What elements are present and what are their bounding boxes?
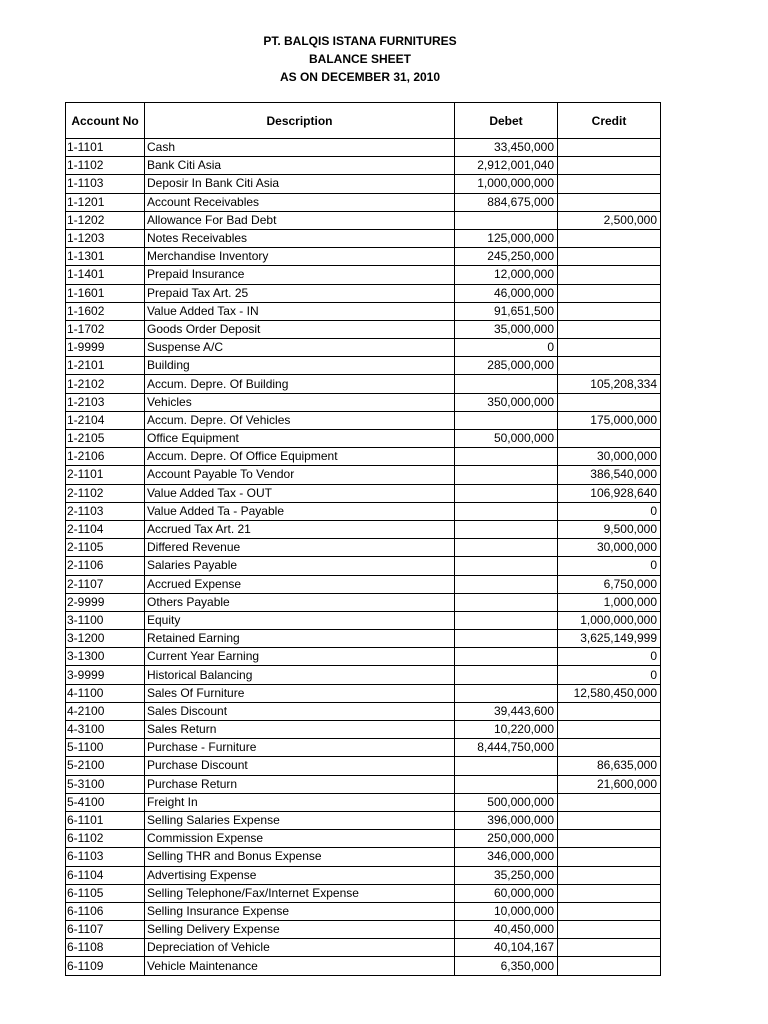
description-cell: Selling Insurance Expense bbox=[145, 902, 455, 920]
account-no-cell: 2-1106 bbox=[66, 557, 145, 575]
credit-cell: 1,000,000,000 bbox=[558, 611, 661, 629]
debet-cell bbox=[455, 539, 558, 557]
account-no-cell: 1-1601 bbox=[66, 284, 145, 302]
account-no-cell: 6-1101 bbox=[66, 811, 145, 829]
table-row bbox=[66, 630, 661, 648]
debet-cell: 346,000,000 bbox=[455, 848, 558, 866]
account-no-cell: 6-1109 bbox=[66, 957, 145, 975]
description-cell: Accum. Depre. Of Office Equipment bbox=[145, 448, 455, 466]
debet-cell bbox=[455, 411, 558, 429]
table-row bbox=[66, 284, 661, 302]
debet-cell: 40,450,000 bbox=[455, 921, 558, 939]
account-no-cell: 4-1100 bbox=[66, 684, 145, 702]
credit-cell bbox=[558, 884, 661, 902]
credit-cell bbox=[558, 139, 661, 157]
description-cell: Freight In bbox=[145, 793, 455, 811]
table-row bbox=[66, 193, 661, 211]
account-no-cell: 1-1202 bbox=[66, 211, 145, 229]
credit-cell bbox=[558, 229, 661, 247]
debet-cell: 884,675,000 bbox=[455, 193, 558, 211]
table-row bbox=[66, 648, 661, 666]
debet-cell: 91,651,500 bbox=[455, 302, 558, 320]
debet-cell: 285,000,000 bbox=[455, 357, 558, 375]
description-cell: Value Added Tax - OUT bbox=[145, 484, 455, 502]
description-cell: Prepaid Insurance bbox=[145, 266, 455, 284]
description-cell: Purchase Return bbox=[145, 775, 455, 793]
description-cell: Selling Delivery Expense bbox=[145, 921, 455, 939]
credit-cell bbox=[558, 902, 661, 920]
description-cell: Salaries Payable bbox=[145, 557, 455, 575]
description-cell: Commission Expense bbox=[145, 830, 455, 848]
credit-cell: 106,928,640 bbox=[558, 484, 661, 502]
credit-cell bbox=[558, 266, 661, 284]
credit-cell: 0 bbox=[558, 502, 661, 520]
credit-cell: 21,600,000 bbox=[558, 775, 661, 793]
debet-cell: 12,000,000 bbox=[455, 266, 558, 284]
debet-cell: 250,000,000 bbox=[455, 830, 558, 848]
debet-cell: 396,000,000 bbox=[455, 811, 558, 829]
debet-cell bbox=[455, 593, 558, 611]
table-row bbox=[66, 957, 661, 975]
description-cell: Value Added Tax - IN bbox=[145, 302, 455, 320]
credit-cell: 175,000,000 bbox=[558, 411, 661, 429]
account-no-cell: 6-1105 bbox=[66, 884, 145, 902]
debet-cell: 50,000,000 bbox=[455, 430, 558, 448]
debet-cell bbox=[455, 611, 558, 629]
table-row bbox=[66, 520, 661, 538]
account-no-cell: 1-1102 bbox=[66, 157, 145, 175]
credit-cell bbox=[558, 248, 661, 266]
table-row bbox=[66, 721, 661, 739]
table-row bbox=[66, 375, 661, 393]
account-no-cell: 2-1103 bbox=[66, 502, 145, 520]
description-cell: Suspense A/C bbox=[145, 339, 455, 357]
table-row bbox=[66, 229, 661, 247]
description-cell: Vehicle Maintenance bbox=[145, 957, 455, 975]
account-no-cell: 5-2100 bbox=[66, 757, 145, 775]
debet-cell: 125,000,000 bbox=[455, 229, 558, 247]
description-cell: Bank Citi Asia bbox=[145, 157, 455, 175]
description-cell: Retained Earning bbox=[145, 630, 455, 648]
account-no-cell: 1-2101 bbox=[66, 357, 145, 375]
credit-cell bbox=[558, 793, 661, 811]
account-no-cell: 1-2106 bbox=[66, 448, 145, 466]
credit-cell: 0 bbox=[558, 666, 661, 684]
credit-cell: 3,625,149,999 bbox=[558, 630, 661, 648]
debet-cell bbox=[455, 520, 558, 538]
credit-cell: 86,635,000 bbox=[558, 757, 661, 775]
credit-cell: 0 bbox=[558, 557, 661, 575]
account-no-cell: 1-1203 bbox=[66, 229, 145, 247]
debet-cell: 6,350,000 bbox=[455, 957, 558, 975]
description-cell: Vehicles bbox=[145, 393, 455, 411]
credit-cell bbox=[558, 339, 661, 357]
table-row bbox=[66, 484, 661, 502]
description-cell: Account Payable To Vendor bbox=[145, 466, 455, 484]
credit-cell bbox=[558, 284, 661, 302]
credit-cell bbox=[558, 939, 661, 957]
credit-cell: 105,208,334 bbox=[558, 375, 661, 393]
debet-cell: 350,000,000 bbox=[455, 393, 558, 411]
credit-cell: 386,540,000 bbox=[558, 466, 661, 484]
description-cell: Account Receivables bbox=[145, 193, 455, 211]
description-cell: Selling Salaries Expense bbox=[145, 811, 455, 829]
credit-cell: 9,500,000 bbox=[558, 520, 661, 538]
table-row bbox=[66, 320, 661, 338]
description-cell: Current Year Earning bbox=[145, 648, 455, 666]
description-cell: Merchandise Inventory bbox=[145, 248, 455, 266]
table-row bbox=[66, 539, 661, 557]
description-cell: Notes Receivables bbox=[145, 229, 455, 247]
credit-cell bbox=[558, 921, 661, 939]
table-row bbox=[66, 248, 661, 266]
credit-cell bbox=[558, 193, 661, 211]
credit-cell bbox=[558, 811, 661, 829]
debet-cell: 46,000,000 bbox=[455, 284, 558, 302]
credit-cell bbox=[558, 702, 661, 720]
description-cell: Selling THR and Bonus Expense bbox=[145, 848, 455, 866]
debet-cell: 8,444,750,000 bbox=[455, 739, 558, 757]
debet-cell bbox=[455, 448, 558, 466]
description-cell: Accum. Depre. Of Vehicles bbox=[145, 411, 455, 429]
table-row bbox=[66, 593, 661, 611]
description-cell: Office Equipment bbox=[145, 430, 455, 448]
account-no-cell: 1-1602 bbox=[66, 302, 145, 320]
debet-cell bbox=[455, 211, 558, 229]
debet-cell bbox=[455, 630, 558, 648]
account-no-cell: 6-1104 bbox=[66, 866, 145, 884]
account-no-cell: 2-1107 bbox=[66, 575, 145, 593]
table-row bbox=[66, 830, 661, 848]
account-no-cell: 1-1201 bbox=[66, 193, 145, 211]
account-no-cell: 3-9999 bbox=[66, 666, 145, 684]
company-name: PT. BALQIS ISTANA FURNITURES bbox=[263, 34, 457, 48]
description-cell: Sales Discount bbox=[145, 702, 455, 720]
table-row bbox=[66, 139, 661, 157]
description-cell: Accrued Tax Art. 21 bbox=[145, 520, 455, 538]
table-row bbox=[66, 411, 661, 429]
table-row bbox=[66, 357, 661, 375]
account-no-cell: 3-1300 bbox=[66, 648, 145, 666]
description-cell: Deposir In Bank Citi Asia bbox=[145, 175, 455, 193]
column-header-account-no: Account No bbox=[66, 103, 145, 139]
description-cell: Goods Order Deposit bbox=[145, 320, 455, 338]
table-row bbox=[66, 557, 661, 575]
table-row bbox=[66, 739, 661, 757]
credit-cell: 12,580,450,000 bbox=[558, 684, 661, 702]
debet-cell: 40,104,167 bbox=[455, 939, 558, 957]
account-no-cell: 1-9999 bbox=[66, 339, 145, 357]
account-no-cell: 2-1105 bbox=[66, 539, 145, 557]
account-no-cell: 2-1104 bbox=[66, 520, 145, 538]
debet-cell: 10,000,000 bbox=[455, 902, 558, 920]
credit-cell bbox=[558, 721, 661, 739]
credit-cell bbox=[558, 830, 661, 848]
debet-cell: 39,443,600 bbox=[455, 702, 558, 720]
account-no-cell: 2-9999 bbox=[66, 593, 145, 611]
credit-cell bbox=[558, 848, 661, 866]
report-title: BALANCE SHEET bbox=[308, 52, 411, 66]
debet-cell: 2,912,001,040 bbox=[455, 157, 558, 175]
table-row bbox=[66, 757, 661, 775]
account-no-cell: 1-1301 bbox=[66, 248, 145, 266]
description-cell: Prepaid Tax Art. 25 bbox=[145, 284, 455, 302]
table-row bbox=[66, 666, 661, 684]
table-row bbox=[66, 866, 661, 884]
account-no-cell: 6-1102 bbox=[66, 830, 145, 848]
table-row bbox=[66, 175, 661, 193]
description-cell: Historical Balancing bbox=[145, 666, 455, 684]
credit-cell: 30,000,000 bbox=[558, 539, 661, 557]
account-no-cell: 3-1100 bbox=[66, 611, 145, 629]
table-row bbox=[66, 575, 661, 593]
table-row bbox=[66, 211, 661, 229]
debet-cell: 0 bbox=[455, 339, 558, 357]
account-no-cell: 1-2102 bbox=[66, 375, 145, 393]
account-no-cell: 1-2103 bbox=[66, 393, 145, 411]
table-row bbox=[66, 793, 661, 811]
table-row bbox=[66, 684, 661, 702]
account-no-cell: 6-1108 bbox=[66, 939, 145, 957]
description-cell: Accrued Expense bbox=[145, 575, 455, 593]
debet-cell bbox=[455, 557, 558, 575]
column-header-debet: Debet bbox=[455, 103, 558, 139]
debet-cell bbox=[455, 775, 558, 793]
credit-cell: 2,500,000 bbox=[558, 211, 661, 229]
credit-cell bbox=[558, 320, 661, 338]
credit-cell: 30,000,000 bbox=[558, 448, 661, 466]
debet-cell: 1,000,000,000 bbox=[455, 175, 558, 193]
credit-cell bbox=[558, 357, 661, 375]
credit-cell bbox=[558, 866, 661, 884]
table-row bbox=[66, 393, 661, 411]
credit-cell bbox=[558, 957, 661, 975]
account-no-cell: 1-1702 bbox=[66, 320, 145, 338]
table-row bbox=[66, 430, 661, 448]
account-no-cell: 5-3100 bbox=[66, 775, 145, 793]
debet-cell bbox=[455, 684, 558, 702]
account-no-cell: 4-3100 bbox=[66, 721, 145, 739]
description-cell: Value Added Ta - Payable bbox=[145, 502, 455, 520]
debet-cell: 245,250,000 bbox=[455, 248, 558, 266]
table-row bbox=[66, 811, 661, 829]
credit-cell bbox=[558, 302, 661, 320]
account-no-cell: 1-1101 bbox=[66, 139, 145, 157]
account-no-cell: 6-1106 bbox=[66, 902, 145, 920]
description-cell: Cash bbox=[145, 139, 455, 157]
credit-cell: 0 bbox=[558, 648, 661, 666]
debet-cell bbox=[455, 666, 558, 684]
debet-cell: 10,220,000 bbox=[455, 721, 558, 739]
debet-cell bbox=[455, 575, 558, 593]
debet-cell: 35,250,000 bbox=[455, 866, 558, 884]
description-cell: Accum. Depre. Of Building bbox=[145, 375, 455, 393]
report-date: AS ON DECEMBER 31, 2010 bbox=[279, 70, 441, 84]
debet-cell bbox=[455, 757, 558, 775]
table-row bbox=[66, 339, 661, 357]
table-header-row bbox=[66, 103, 661, 139]
table-row bbox=[66, 157, 661, 175]
table-row bbox=[66, 921, 661, 939]
debet-cell bbox=[455, 648, 558, 666]
description-cell: Selling Telephone/Fax/Internet Expense bbox=[145, 884, 455, 902]
table-row bbox=[66, 702, 661, 720]
description-cell: Depreciation of Vehicle bbox=[145, 939, 455, 957]
table-row bbox=[66, 302, 661, 320]
description-cell: Equity bbox=[145, 611, 455, 629]
account-no-cell: 1-2104 bbox=[66, 411, 145, 429]
credit-cell: 1,000,000 bbox=[558, 593, 661, 611]
account-no-cell: 5-1100 bbox=[66, 739, 145, 757]
description-cell: Advertising Expense bbox=[145, 866, 455, 884]
description-cell: Differed Revenue bbox=[145, 539, 455, 557]
account-no-cell: 5-4100 bbox=[66, 793, 145, 811]
description-cell: Building bbox=[145, 357, 455, 375]
table-row bbox=[66, 775, 661, 793]
table-row bbox=[66, 611, 661, 629]
description-cell: Sales Of Furniture bbox=[145, 684, 455, 702]
account-no-cell: 2-1101 bbox=[66, 466, 145, 484]
account-no-cell: 3-1200 bbox=[66, 630, 145, 648]
credit-cell bbox=[558, 157, 661, 175]
account-no-cell: 1-2105 bbox=[66, 430, 145, 448]
debet-cell bbox=[455, 502, 558, 520]
table-row bbox=[66, 266, 661, 284]
table-row bbox=[66, 502, 661, 520]
table-row bbox=[66, 448, 661, 466]
account-no-cell: 4-2100 bbox=[66, 702, 145, 720]
account-no-cell: 1-1103 bbox=[66, 175, 145, 193]
debet-cell bbox=[455, 375, 558, 393]
document-header bbox=[0, 32, 720, 86]
debet-cell: 33,450,000 bbox=[455, 139, 558, 157]
balance-sheet-table bbox=[65, 102, 661, 976]
debet-cell: 35,000,000 bbox=[455, 320, 558, 338]
debet-cell: 500,000,000 bbox=[455, 793, 558, 811]
credit-cell bbox=[558, 175, 661, 193]
credit-cell bbox=[558, 739, 661, 757]
debet-cell bbox=[455, 466, 558, 484]
account-no-cell: 6-1107 bbox=[66, 921, 145, 939]
table-row bbox=[66, 884, 661, 902]
description-cell: Others Payable bbox=[145, 593, 455, 611]
description-cell: Allowance For Bad Debt bbox=[145, 211, 455, 229]
table-row bbox=[66, 939, 661, 957]
account-no-cell: 2-1102 bbox=[66, 484, 145, 502]
column-header-description: Description bbox=[145, 103, 455, 139]
debet-cell bbox=[455, 484, 558, 502]
table-row bbox=[66, 902, 661, 920]
table-row bbox=[66, 466, 661, 484]
account-no-cell: 1-1401 bbox=[66, 266, 145, 284]
description-cell: Sales Return bbox=[145, 721, 455, 739]
account-no-cell: 6-1103 bbox=[66, 848, 145, 866]
credit-cell bbox=[558, 430, 661, 448]
credit-cell: 6,750,000 bbox=[558, 575, 661, 593]
description-cell: Purchase Discount bbox=[145, 757, 455, 775]
credit-cell bbox=[558, 393, 661, 411]
table-row bbox=[66, 848, 661, 866]
debet-cell: 60,000,000 bbox=[455, 884, 558, 902]
column-header-credit: Credit bbox=[558, 103, 661, 139]
description-cell: Purchase - Furniture bbox=[145, 739, 455, 757]
